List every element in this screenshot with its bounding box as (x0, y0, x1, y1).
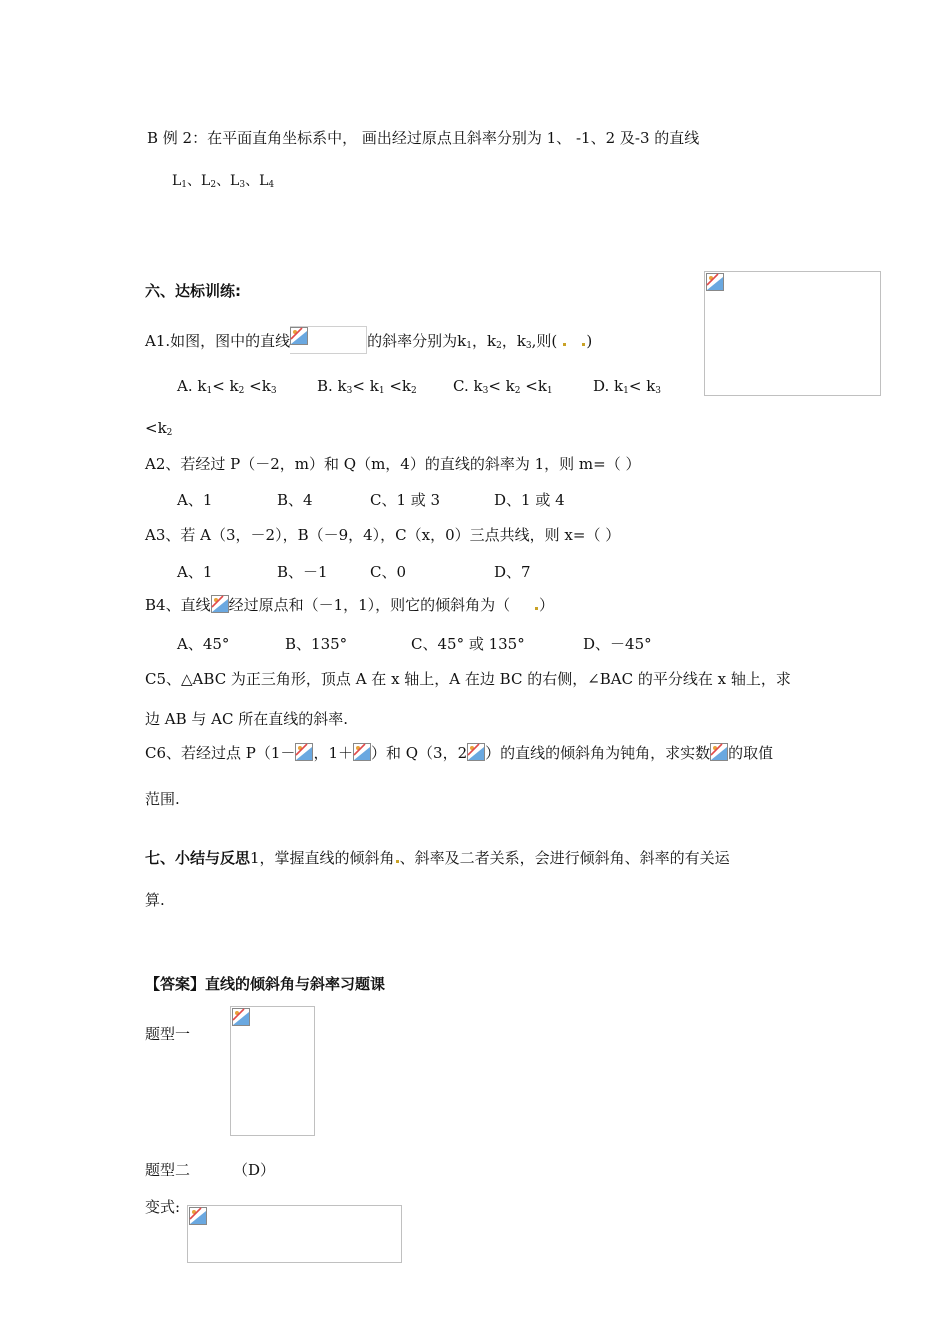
broken-image-icon (211, 595, 229, 613)
b4-option-c: C、45° 或 135° (411, 635, 525, 653)
a2-option-b: B、4 (277, 491, 313, 509)
type-2-answer: （D） (233, 1161, 276, 1179)
a3-option-a: A、1 (177, 563, 213, 581)
broken-image-icon (295, 743, 313, 761)
a3-option-c: C、0 (370, 563, 407, 581)
b4-option-b: B、135° (285, 635, 348, 653)
broken-image-icon (189, 1207, 207, 1225)
a1-option-b: B. $k_3< k_1 <k_2$ (317, 377, 417, 396)
c6-line-2: 范围. (145, 790, 180, 808)
variant-label: 变式: (145, 1198, 181, 1216)
section-7-title: 七、小结与反思 (145, 849, 251, 867)
a1-question: A1.如图，图中的直线 的斜率分别为$k_1$，$k_2$，$k_3$,则( ) (145, 326, 592, 354)
type-1-label: 题型一 (145, 1025, 191, 1043)
a3-option-b: B、－1 (277, 563, 328, 581)
broken-image-icon (290, 327, 308, 345)
b4-question: B4、直线 经过原点和（－1，1），则它的倾斜角为（ ） (145, 596, 555, 614)
b4-option-d: D、－45° (583, 635, 652, 653)
figure-placeholder (704, 271, 881, 396)
a3-option-d: D、7 (494, 563, 531, 581)
a2-question: A2、若经过 P（－2，m）和 Q（m，4）的直线的斜率为 1，则 m=（ ） (145, 455, 641, 473)
a3-question: A3、若 A（3，－2），B（－9，4），C（x，0）三点共线，则 x=（ ） (145, 526, 621, 544)
broken-image-icon (232, 1008, 250, 1026)
type-1-figure (230, 1006, 315, 1136)
broken-image-icon (706, 273, 724, 291)
a2-option-c: C、1 或 3 (370, 491, 441, 509)
section-7-line-1: 七、小结与反思1，掌握直线的倾斜角 、斜率及二者关系，会进行倾斜角、斜率的有关运 (145, 849, 730, 867)
c6-line-1: C6、若经过点 P（1－ ，1＋ ）和 Q（3，2 ）的直线的倾斜角为钝角，求实数 的取值 (145, 744, 774, 762)
type-2-label: 题型二 (145, 1161, 191, 1179)
a1-option-c: C. $k_3< k_2 <k_1$ (453, 377, 553, 396)
a2-option-a: A、1 (177, 491, 213, 509)
broken-image-icon (467, 743, 485, 761)
a1-option-d: D. $k_1< k_3$ (593, 377, 662, 396)
a1-option-d-wrap: $<k_2$ (145, 419, 173, 438)
example-2-line-2: $L_1$、$L_2$、$L_3$、$L_4$ (172, 173, 275, 190)
a1-option-a: A. $k_1< k_2 <k_3$ (177, 377, 277, 396)
answer-title: 【答案】直线的倾斜角与斜率习题课 (145, 975, 386, 993)
example-2-line-1: B 例 2：在平面直角坐标系中， 画出经过原点且斜率分别为 1、 -1、2 及-3 的直线 (147, 129, 700, 147)
section-6-title: 六、达标训练: (145, 282, 241, 300)
inline-image-box (290, 326, 367, 354)
broken-image-icon (353, 743, 371, 761)
variant-figure (187, 1205, 402, 1263)
broken-image-icon (710, 743, 728, 761)
b4-option-a: A、45° (177, 635, 230, 653)
c5-line-1: C5、△ABC 为正三角形，顶点 A 在 x 轴上，A 在边 BC 的右侧，∠BAC 的平分线在 x 轴上，求 (145, 670, 791, 688)
section-7-line-2: 算. (145, 891, 165, 909)
a2-option-d: D、1 或 4 (494, 491, 565, 509)
c5-line-2: 边 AB 与 AC 所在直线的斜率. (145, 710, 349, 728)
